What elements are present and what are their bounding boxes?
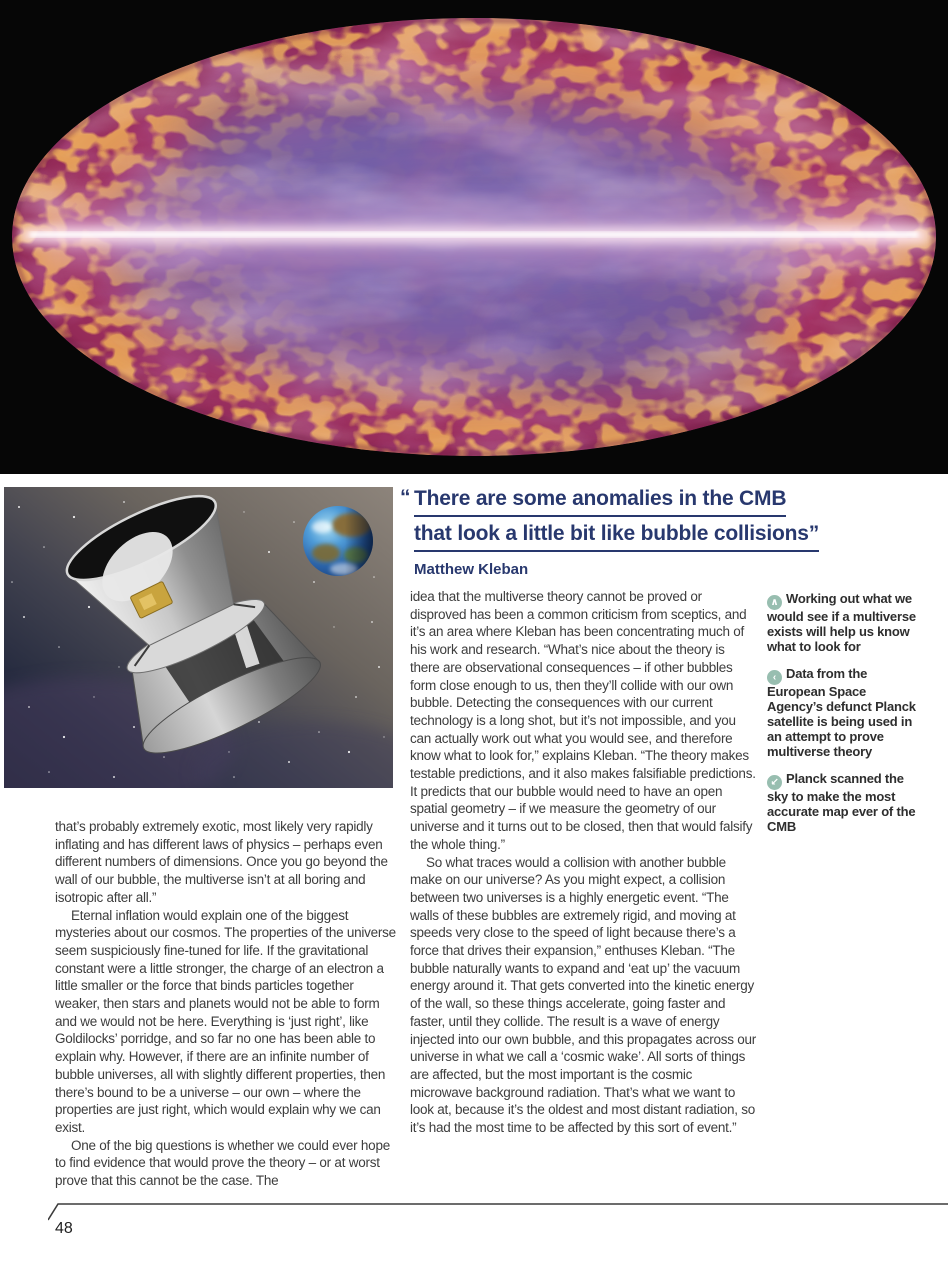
planck-satellite-image [4, 487, 393, 788]
paragraph: One of the big questions is whether we could ever hope to find evidence that would prove the theory – or at worst prove that this cannot be the case. The [55, 1137, 390, 1189]
quote-mark: “ [400, 486, 411, 509]
body-column-left [55, 818, 397, 1190]
cmb-map-image [0, 0, 948, 474]
image-caption [767, 592, 917, 654]
caption-sidebar [767, 592, 917, 848]
arrow-down-left-icon: ↙ [767, 775, 782, 790]
pull-quote-line-2: that look a little bit like bubble collisions” [414, 521, 819, 552]
body-column-middle [410, 588, 757, 1137]
caption-text: Planck scanned the sky to make the most accurate map ever of the CMB [767, 771, 916, 834]
footer-rule [48, 1203, 948, 1223]
pull-quote [400, 486, 945, 578]
paragraph: idea that the multiverse theory cannot be proved or disproved has been a common criticism from sceptics, and it’s an area where Kleban has been concentrating much of his work and research. “What’s nice about the theory is there are observational consequences – if other bubbles form close enough to us, then they’ll collide with our own bubble. Detecting the consequences with our current technology is a long shot, but it’s not impossible, and you can actually work out what you would see, and therefore know what to look for,” explains Kleban. “The theory makes testable predictions, and it also makes falsifiable predictions. It predicts that our bubble would need to have an open spatial geometry – if we measure the geometry of our universe and it turns out to be closed, then that would falsify the whole thing.” [410, 589, 756, 852]
quote-attribution: Matthew Kleban [414, 561, 529, 578]
image-caption [767, 772, 917, 834]
earth [303, 506, 373, 576]
paragraph: Eternal inflation would explain one of the biggest mysteries about our cosmos. The properties of the universe seem suspiciously fine-tuned for life. If the gravitational constant were a little stronger, the charge of an electron a little smaller or the force that binds particles together weaker, then stars and planets would not be able to form and we would not be here. Everything is ‘just right’, like Goldilocks’ porridge, and so far no one has been able to explain why. However, if there are an infinite number of bubble universes, all with slightly different properties, then there’s bound to be a universe – our own – where the properties are just right, which would explain why we can exist. [55, 907, 396, 1135]
caption-text: Data from the European Space Agency’s defunct Planck satellite is being used in an attempt to prove multiverse theory [767, 666, 916, 759]
chevron-up-icon: ∧ [767, 595, 782, 610]
cmb-map-graphic [0, 0, 948, 474]
page-number: 48 [55, 1220, 73, 1237]
paragraph: So what traces would a collision with another bubble make on our universe? As you might expect, a collision between two universes is a highly energetic event. “The walls of these bubbles are extremely rigid, and moving at speeds very close to the speed of light because there’s a force that drives their expansion,” enthuses Kleban. “The bubble naturally wants to expand and ‘eat up’ the vacuum energy around it. That gets converted into the kinetic energy of the wall, so these things accelerate, going faster and faster, until they collide. The result is a wave of energy injected into our own bubble, and this propagates across our universe in what we call a ‘cosmic wake’. All sorts of things are affected, but the most important is the cosmic microwave background radiation. That’s what we want to look at, because it’s the oldest and most distant radiation, so it’s had the most time to be affected by this sort of event.” [410, 854, 756, 1136]
chevron-left-icon: ‹ [767, 670, 782, 685]
caption-text: Working out what we would see if a multiverse exists will help us know what to look for [767, 591, 916, 654]
paragraph: that’s probably extremely exotic, most likely very rapidly inflating and has different laws of physics – perhaps even different numbers of dimensions. Once you go beyond the wall of our bubble, the multiverse isn’t at all boring and isotropic after all.” [55, 819, 388, 905]
image-caption [767, 667, 917, 759]
planck-satellite-graphic [4, 487, 393, 788]
pull-quote-line-1: There are some anomalies in the CMB [414, 486, 786, 517]
